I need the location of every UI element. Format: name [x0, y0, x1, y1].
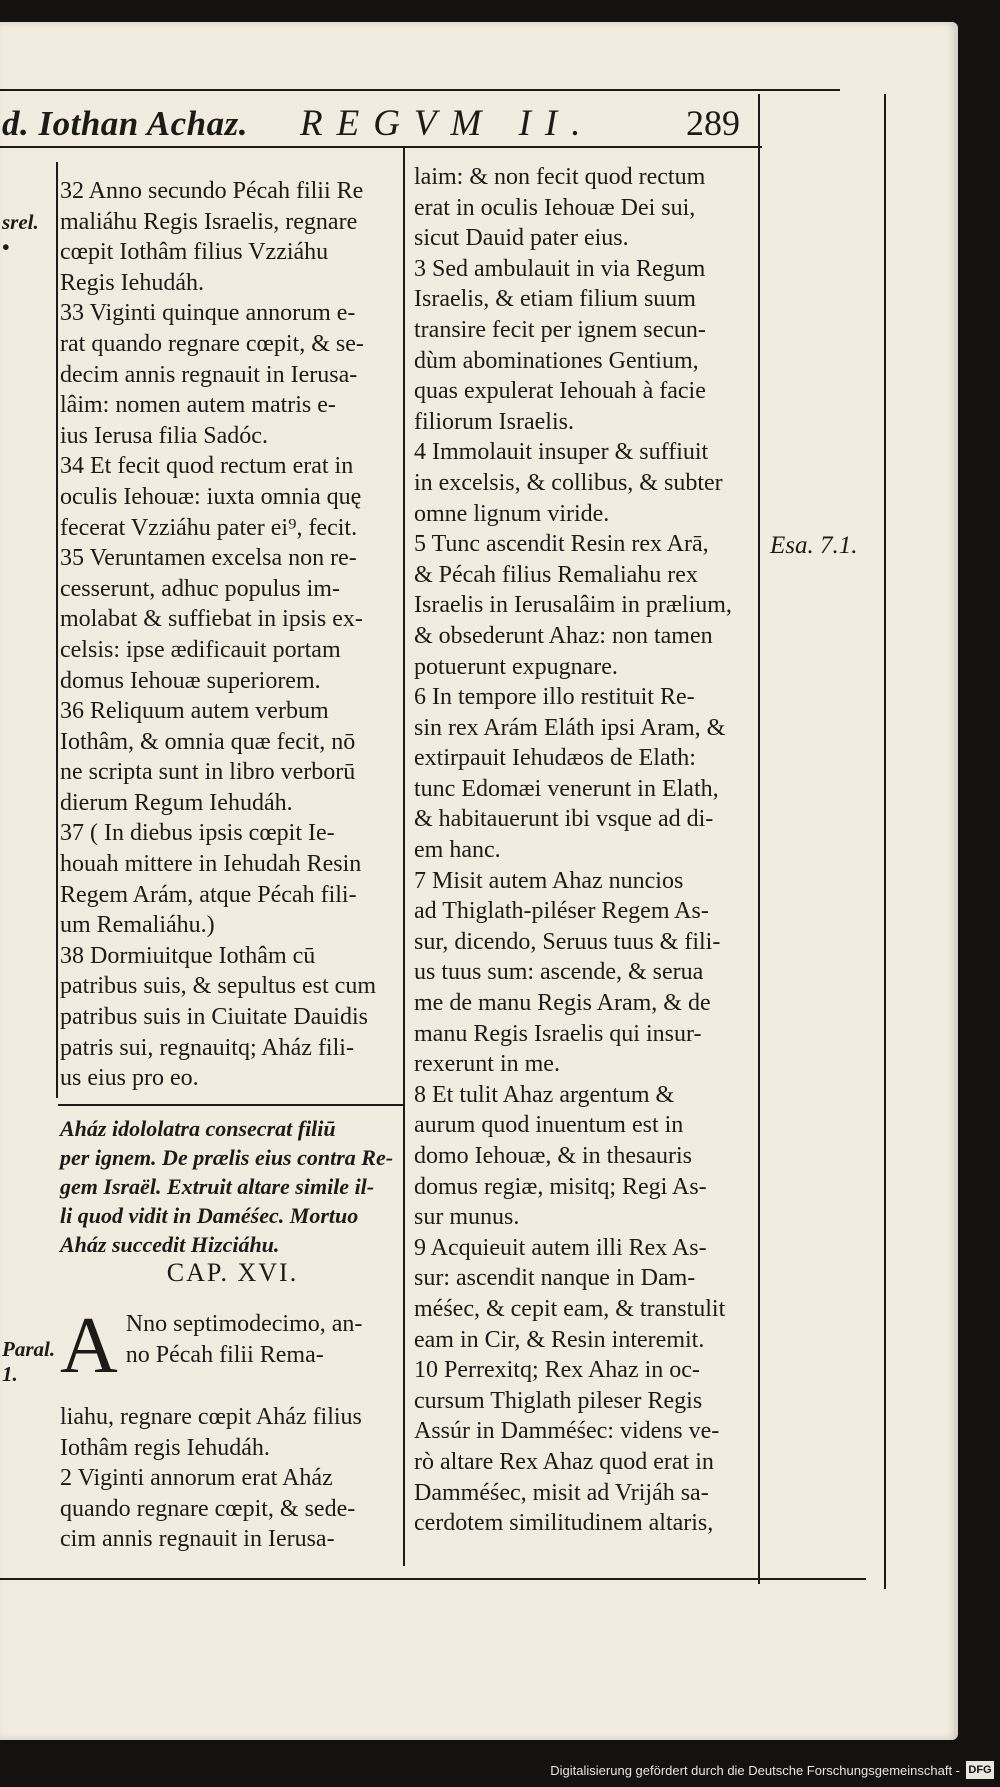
text-line: ad Thiglath-piléser Regem As-: [414, 898, 709, 925]
footer-rule: [0, 1578, 866, 1580]
text-line: dierum Regum Iehudáh.: [60, 789, 293, 816]
dfg-logo: DFG: [966, 1761, 994, 1779]
text-line: omne lignum viride.: [414, 500, 610, 527]
text-line: dùm abominationes Gentium,: [414, 347, 699, 374]
text-line: fecerat Vzziáhu pater ei⁹, fecit.: [60, 514, 358, 541]
text-line: 36 Reliquum autem verbum: [60, 698, 329, 725]
text-line: um Remaliáhu.): [60, 912, 215, 939]
right-column-text: [414, 162, 752, 1539]
text-line: aurum quod inuentum est in: [414, 1112, 684, 1139]
text-line: eam in Cir, & Resin interemit.: [414, 1326, 705, 1353]
summary-line: per ignem. De prælis eius contra Re-: [60, 1145, 394, 1170]
header-rule: [0, 89, 840, 91]
text-line: transire fecit per ignem secun-: [414, 316, 706, 343]
text-line: 4 Immolauit insuper & suffiuit: [414, 439, 709, 466]
text-line: & obsederunt Ahaz: non tamen: [414, 622, 713, 649]
text-line: 35 Veruntamen excelsa non re-: [60, 545, 357, 572]
text-line: extirpauit Iehudæos de Elath:: [414, 745, 696, 772]
text-line: us eius pro eo.: [60, 1065, 199, 1092]
summary-line: Aház idololatra consecrat filiū: [60, 1116, 336, 1141]
text-line: in excelsis, & collibus, & subter: [414, 469, 723, 496]
text-line: cœpit Iothâm filius Vzziáhu: [60, 239, 329, 266]
text-line: quas expulerat Iehouah à facie: [414, 378, 706, 405]
text-line: Nno septimodecimo, an-: [125, 1311, 363, 1337]
summary-line: Aház succedit Hizciáhu.: [60, 1232, 280, 1257]
text-line: cim annis regnauit in Ierusa-: [60, 1526, 335, 1553]
text-line: quando regnare cœpit, & sede-: [60, 1495, 356, 1522]
text-line: Regem Arám, atque Pécah fili-: [60, 881, 357, 908]
book-page: [0, 22, 958, 1740]
text-line: 33 Viginti quinque annorum e-: [60, 300, 356, 327]
text-line: molabat & suffiebat in ipsis ex-: [60, 606, 363, 633]
outer-margin-rule: [884, 94, 886, 1589]
text-line: 34 Et fecit quod rectum erat in: [60, 453, 354, 480]
text-line: sur: ascendit nanque in Dam-: [414, 1265, 696, 1292]
text-line: Damméśec, misit ad Vrijáh sa-: [414, 1479, 709, 1506]
text-line: 8 Et tulit Ahaz argentum &: [414, 1081, 675, 1108]
page-number: 289: [686, 103, 740, 143]
text-line: sur munus.: [414, 1204, 520, 1231]
text-line: 38 Dormiuitque Iothâm cū: [60, 942, 316, 969]
text-line: 9 Acquieuit autem illi Rex As-: [414, 1234, 707, 1261]
text-line: no Pécah filii Rema-: [125, 1341, 324, 1368]
left-column-text: [60, 176, 400, 1094]
text-line: méśec, & cepit eam, & transtulit: [414, 1295, 726, 1322]
text-line: me de manu Regis Aram, & de: [414, 990, 711, 1017]
text-line: em hanc.: [414, 837, 501, 864]
text-line: 37 ( In diebus ipsis cœpit Ie-: [60, 820, 335, 847]
text-line: Iothâm, & omnia quæ fecit, nō: [60, 728, 356, 755]
text-line: maliáhu Regis Israelis, regnare: [60, 208, 358, 235]
text-line: houah mittere in Iehudah Resin: [60, 851, 362, 878]
text-line: ius Ierusa filia Sadóc.: [60, 422, 268, 449]
text-line: lâim: nomen autem matris e-: [60, 392, 336, 419]
text-line: us tuus sum: ascende, & serua: [414, 959, 704, 986]
text-line: 6 In tempore illo restituit Re-: [414, 684, 695, 711]
text-line: patribus suis in Ciuitate Dauidis: [60, 1004, 368, 1031]
text-line: Israelis, & etiam filium suum: [414, 286, 696, 313]
text-line: tunc Edomæi venerunt in Elath,: [414, 775, 719, 802]
text-line: cerdotem similitudinem altaris,: [414, 1510, 714, 1537]
summary-line: li quod vidit in Daméśec. Mortuo: [60, 1203, 359, 1228]
text-line: patribus suis, & sepultus est cum: [60, 973, 376, 1000]
text-line: domus Iehouæ superiorem.: [60, 667, 321, 694]
running-head-left: d. Iothan Achaz.: [2, 104, 248, 143]
text-line: Regis Iehudáh.: [60, 269, 204, 296]
left-column-rule: [56, 162, 58, 1098]
text-line: 7 Misit autem Ahaz nuncios: [414, 867, 684, 894]
text-line: 10 Perrexitq; Rex Ahaz in oc-: [414, 1357, 700, 1384]
text-line: 3 Sed ambulauit in via Regum: [414, 255, 706, 282]
text-line: laim: & non fecit quod rectum: [414, 164, 706, 190]
text-line: potuerunt expugnare.: [414, 653, 618, 680]
text-line: patris sui, regnauitq; Aház fili-: [60, 1034, 354, 1061]
text-line: rò altare Rex Ahaz quod erat in: [414, 1448, 714, 1475]
text-line: Israelis in Ierusalâim in prælium,: [414, 592, 732, 619]
left-margin-note-2: Paral. 1.: [2, 1337, 56, 1386]
chapter-16-text: [60, 1402, 405, 1555]
drop-cap: A: [60, 1302, 118, 1390]
text-line: rexerunt in me.: [414, 1051, 560, 1078]
text-line: sin rex Arám Eláth ipsi Aram, &: [414, 714, 726, 741]
header-bottom-rule: [0, 146, 762, 148]
chapter-summary: [60, 1114, 405, 1259]
digitization-credit: Digitalisierung gefördert durch die Deutsche Forschungsgemeinschaft -: [550, 1763, 960, 1778]
right-margin-reference: Esa. 7.1.: [770, 532, 858, 559]
left-margin-note-1: srel. •: [2, 210, 39, 259]
text-line: sicut Dauid pater eius.: [414, 225, 629, 252]
text-line: 2 Viginti annorum erat Aház: [60, 1465, 333, 1492]
text-line: filiorum Israelis.: [414, 408, 574, 435]
text-line: Assúr in Damméśec: videns ve-: [414, 1418, 720, 1445]
text-line: decim annis regnauit in Ierusa-: [60, 361, 358, 388]
right-column-rule: [758, 94, 760, 1584]
chapter-heading: CAP. XVI.: [166, 1258, 299, 1287]
text-line: oculis Iehouæ: iuxta omnia quę: [60, 483, 362, 510]
text-line: celsis: ipse ædificauit portam: [60, 636, 341, 663]
text-line: erat in oculis Iehouæ Dei sui,: [414, 194, 696, 221]
text-line: ne scripta sunt in libro verborū: [60, 759, 356, 786]
text-line: domo Iehouæ, & in thesauris: [414, 1143, 692, 1169]
chapter-opening: [60, 1302, 405, 1390]
summary-top-rule: [58, 1104, 403, 1106]
text-line: rat quando regnare cœpit, & se-: [60, 330, 364, 357]
text-line: 32 Anno secundo Pécah filii Re: [60, 178, 364, 204]
text-line: domus regiæ, misitq; Regi As-: [414, 1173, 707, 1200]
text-line: & Pécah filius Remaliahu rex: [414, 561, 698, 588]
text-line: manu Regis Israelis qui insur-: [414, 1020, 702, 1047]
summary-line: gem Israël. Extruit altare simile il-: [60, 1174, 375, 1199]
running-head-center: REGVM II.: [300, 103, 595, 144]
text-line: sur, dicendo, Seruus tuus & fili-: [414, 928, 721, 955]
text-line: Iothâm regis Iehudáh.: [60, 1434, 270, 1461]
text-line: cursum Thiglath pileser Regis: [414, 1387, 703, 1414]
text-line: 5 Tunc ascendit Resin rex Arā,: [414, 531, 709, 558]
text-line: liahu, regnare cœpit Aház filius: [60, 1404, 362, 1430]
text-line: & habitauerunt ibi vsque ad di-: [414, 806, 714, 833]
text-line: cesserunt, adhuc populus im-: [60, 575, 340, 602]
